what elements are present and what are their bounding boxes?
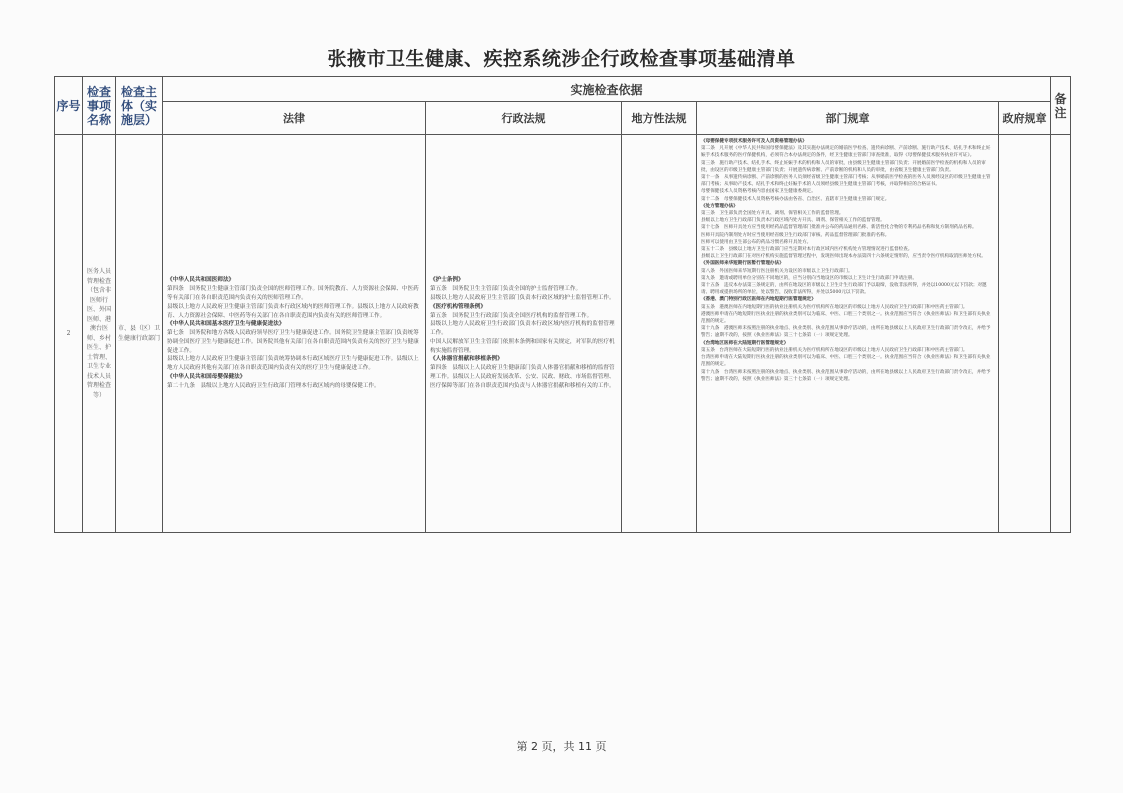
provision-text: 中国人民解放军卫生主管部门依照本条例和国家有关规定，对军队的医疗机构实施监督管理。 [430,338,615,354]
header-dept-rule: 部门规章 [697,102,999,135]
provision-text: 第五条 国务院卫生主管部门负责全国的护士监督管理工作。 [430,286,582,293]
provision-text: 第十二条 母婴保健技术人员资格考核办法由各省、自治区、直辖市卫生健康主管部门规定。 [701,196,890,202]
header-seq: 序号 [55,77,83,135]
provision-text: 第二十九条 县级以上地方人民政府卫生行政部门管理本行政区域内的母婴保健工作。 [167,382,380,389]
section-heading: 《处方管理办法》 [701,203,738,209]
header-subject: 检查主体（实施层） [116,77,163,135]
header-basis: 实施检查依据 [163,77,1051,102]
provision-text: 第八条 外国医师来华短期行医注册机关为设区的市级以上卫生行政部门。 [701,268,853,274]
row-item: 医务人员管理检查（包含非医师行医、外国医师、港澳台医师、乡村医生、护士管理、卫生专业技术人员管理检查等） [83,135,116,533]
remark-content [1051,135,1071,533]
provision-text: 县级以上地方人民政府卫生行政部门负责本行政区域内医疗机构的监督管理工作。 [430,321,615,337]
provision-text: 第十一条 从事遗传病诊断、产前诊断的医务人员须经省级卫生健康主管部门考核；从事婚前医学检查的医务人员须经设区的市级卫生健康主管部门考核；从事助产技术、结扎手术和终止妊娠手术的人员须经县级卫生健康主管部门考核，并取得相应的合格证书。 [701,175,991,188]
provision-text: 医师开具院内制剂处方时应当使用经省级卫生行政部门审核、药品监督管理部门批准的名称。 [701,232,890,238]
provision-text: 港澳医师申请在内地短期行医执业注册的执业类别可以为临床、中医、口腔三个类别之一。执业范围应当符合《执业医师法》和卫生部有关执业范围的规定。 [701,311,991,325]
row-subject: 市、县（区）卫生健康行政部门 [116,135,163,533]
provision-text: 县级以上地方卫生行政部门负责本行政区域内处方开具、调剂、保管相关工作的监督管理。 [701,218,885,224]
provision-text: 县级以上地方人民政府卫生主管部门负责本行政区域的护士监督管理工作。 [430,294,615,301]
dept-rule-content [697,135,998,386]
section-heading: 《护士条例》 [430,277,464,284]
section-heading: 《中华人民共和国基本医疗卫生与健康促进法》 [167,321,285,328]
provision-text: 第二条 凡开展《中华人民共和国母婴保健法》及其实施办法规定的婚前医学检查、遗传病诊断、产前诊断、施行助产技术、结扎手术和终止妊娠手术技术服务的医疗保健机构，必须符合本办法规定的条件，经卫生健康主管部门审查批准，取得《母婴保健技术服务执业许可证》。 [701,146,991,159]
header-gov-rule: 政府规章 [999,102,1051,135]
table-row [55,135,1071,533]
header-remark: 备注 [1051,77,1071,135]
regulation-content [426,273,621,393]
provision-text: 第七条 国务院和地方各级人民政府领导医疗卫生与健康促进工作。国务院卫生健康主管部门负责统筹协调全国医疗卫生与健康促进工作。国务院其他有关部门在各自职责范围内负责有关的医疗卫生与健康促进工作。 [167,330,419,354]
law-content [163,273,425,393]
header-law: 法律 [163,102,426,135]
provision-text: 第五条 台湾医师在大陆短期行医的执业注册机关为医疗机构所在地设区的市级以上地方人民政府卫生行政部门和中医药主管部门。 [701,347,968,353]
section-heading: 《台湾地区医师在大陆短期行医管理规定》 [701,340,789,346]
provision-text: 医师可以使用由卫生部公布的药品习惯名称开具处方。 [701,239,812,245]
provision-text: 县级以上地方人民政府卫生健康主管部门负责本行政区域内的医师管理工作。县级以上地方人民政府教育、人力资源社会保障、中医药等有关部门在各自职责范围内负责有关的医师管理工作。 [167,303,419,319]
inspection-table [54,76,1071,533]
gov-rule-content [999,135,1051,533]
provision-text: 第五条 港澳医师在内地短期行医的执业注册机关为医疗机构所在地设区的市级以上地方人民政府卫生行政部门和中医药主管部门。 [701,304,968,310]
provision-text: 第三条 卫生部负责全国处方开具、调剂、保管相关工作的监督管理。 [701,211,844,217]
header-local: 地方性法规 [622,102,697,135]
section-heading: 《中华人民共和国医师法》 [167,277,235,284]
provision-text: 第十九条 港澳医师未按照注册的执业地点、执业类别、执业范围从事诊疗活动的，由所在地县级以上人民政府卫生行政部门责令改正，并给予警告；逾期不改的，按照《执业医师法》第三十七条第（一）项规定处理。 [701,326,991,339]
provision-text: 县级以上卫生行政部门在对医疗机构实施监督管理过程中，发现医师出现本办法第四十六条规定情形的，应当责令医疗机构取消医师处方权。 [701,254,986,260]
section-heading: 《人体器官捐献和移植条例》 [430,356,503,363]
local-content [622,135,697,533]
provision-text: 第四条 县级以上人民政府卫生健康部门负责人体器官捐献和移植的监督管理工作。县级以上人民政府发展改革、公安、民政、财政、市场监督管理、医疗保障等部门在各自职责范围内负责与人体器官捐献和移植有关的工作。 [430,365,615,389]
page-footer: 第 2 页，共 11 页 [516,740,607,753]
header-item: 检查事项名称 [83,77,116,135]
provision-text: 第九条 邀请或聘用单位分别在不同地区的，应当分别向当地设区的市级以上卫生计生行政部门申请注册。 [701,275,917,281]
provision-text: 第五条 国务院卫生行政部门负责全国医疗机构的监督管理工作。 [430,312,593,319]
provision-text: 第四条 国务院卫生健康主管部门负责全国的医师管理工作。国务院教育、人力资源社会保障、中医药等有关部门在各自职责范围内负责有关的医师管理工作。 [167,286,419,301]
provision-text: 县级以上地方人民政府卫生健康主管部门负责统筹协调本行政区域医疗卫生与健康促进工作。县级以上地方人民政府其他有关部门在各自职责范围内负责有关的医疗卫生与健康促进工作。 [167,356,419,372]
provision-text: 第五十二条 县级以上地方卫生行政部门应当定期对本行政区域内医疗机构处方管理情况进行监督检查。 [701,247,913,253]
provision-text: 第十九条 台湾医师未按照注册的执业地点、执业类别、执业范围从事诊疗活动的，由所在地县级以上人民政府卫生行政部门责令改正，并给予警告；逾期不改的，按照《执业医师法》第三十七条第（一）项规定处理。 [701,369,991,382]
section-heading: 《香港、澳门特别行政区医师在内地短期行医管理规定》 [701,297,816,303]
provision-text: 台湾医师申请在大陆短期行医执业注册的执业类别可以为临床、中医、口腔三个类别之一。执业范围应当符合《执业医师法》和卫生部有关执业范围的规定。 [701,355,991,368]
row-seq: 2 [55,135,83,533]
provision-text: 第十七条 医师开具处方应当使用经药品监督管理部门批准并公布的药品通用名称、新活性化合物的专利药品名称和复方制剂药品名称。 [701,225,977,231]
section-heading: 《母婴保健专项技术服务许可及人员资格管理办法》 [701,139,807,144]
header-regulation: 行政法规 [426,102,622,135]
section-heading: 《中华人民共和国母婴保健法》 [167,374,246,381]
section-heading: 《医疗机构管理条例》 [430,303,486,310]
provision-text: 母婴保健技术人员资格考核内容由国家卫生健康委规定。 [701,189,816,195]
provision-text: 第三条 施行助产技术、结扎手术、终止妊娠手术的机构和人员的审批，由县级卫生健康主管部门负责；开展婚前医学检查的机构和人员的审批，由设区的市级卫生健康主管部门负责；开展遗传病诊断、产前诊断的机构和人员的审批，由省级卫生健康主管部门负责。 [701,160,986,173]
section-heading: 《外国医师来华短期行医暂行管理办法》 [701,261,784,267]
document-title: 张掖市卫生健康、疾控系统涉企行政检查事项基础清单 [327,48,796,70]
provision-text: 第十五条 违反本办法第三条规定的，由所在地设区的市级以上卫生计生行政部门予以取缔，没收非法所得，并处以10000元以下罚款；对邀请、聘用或提供场所的单位，处以警告，没收非法所得，并处以5000元以下罚款。 [701,283,987,296]
